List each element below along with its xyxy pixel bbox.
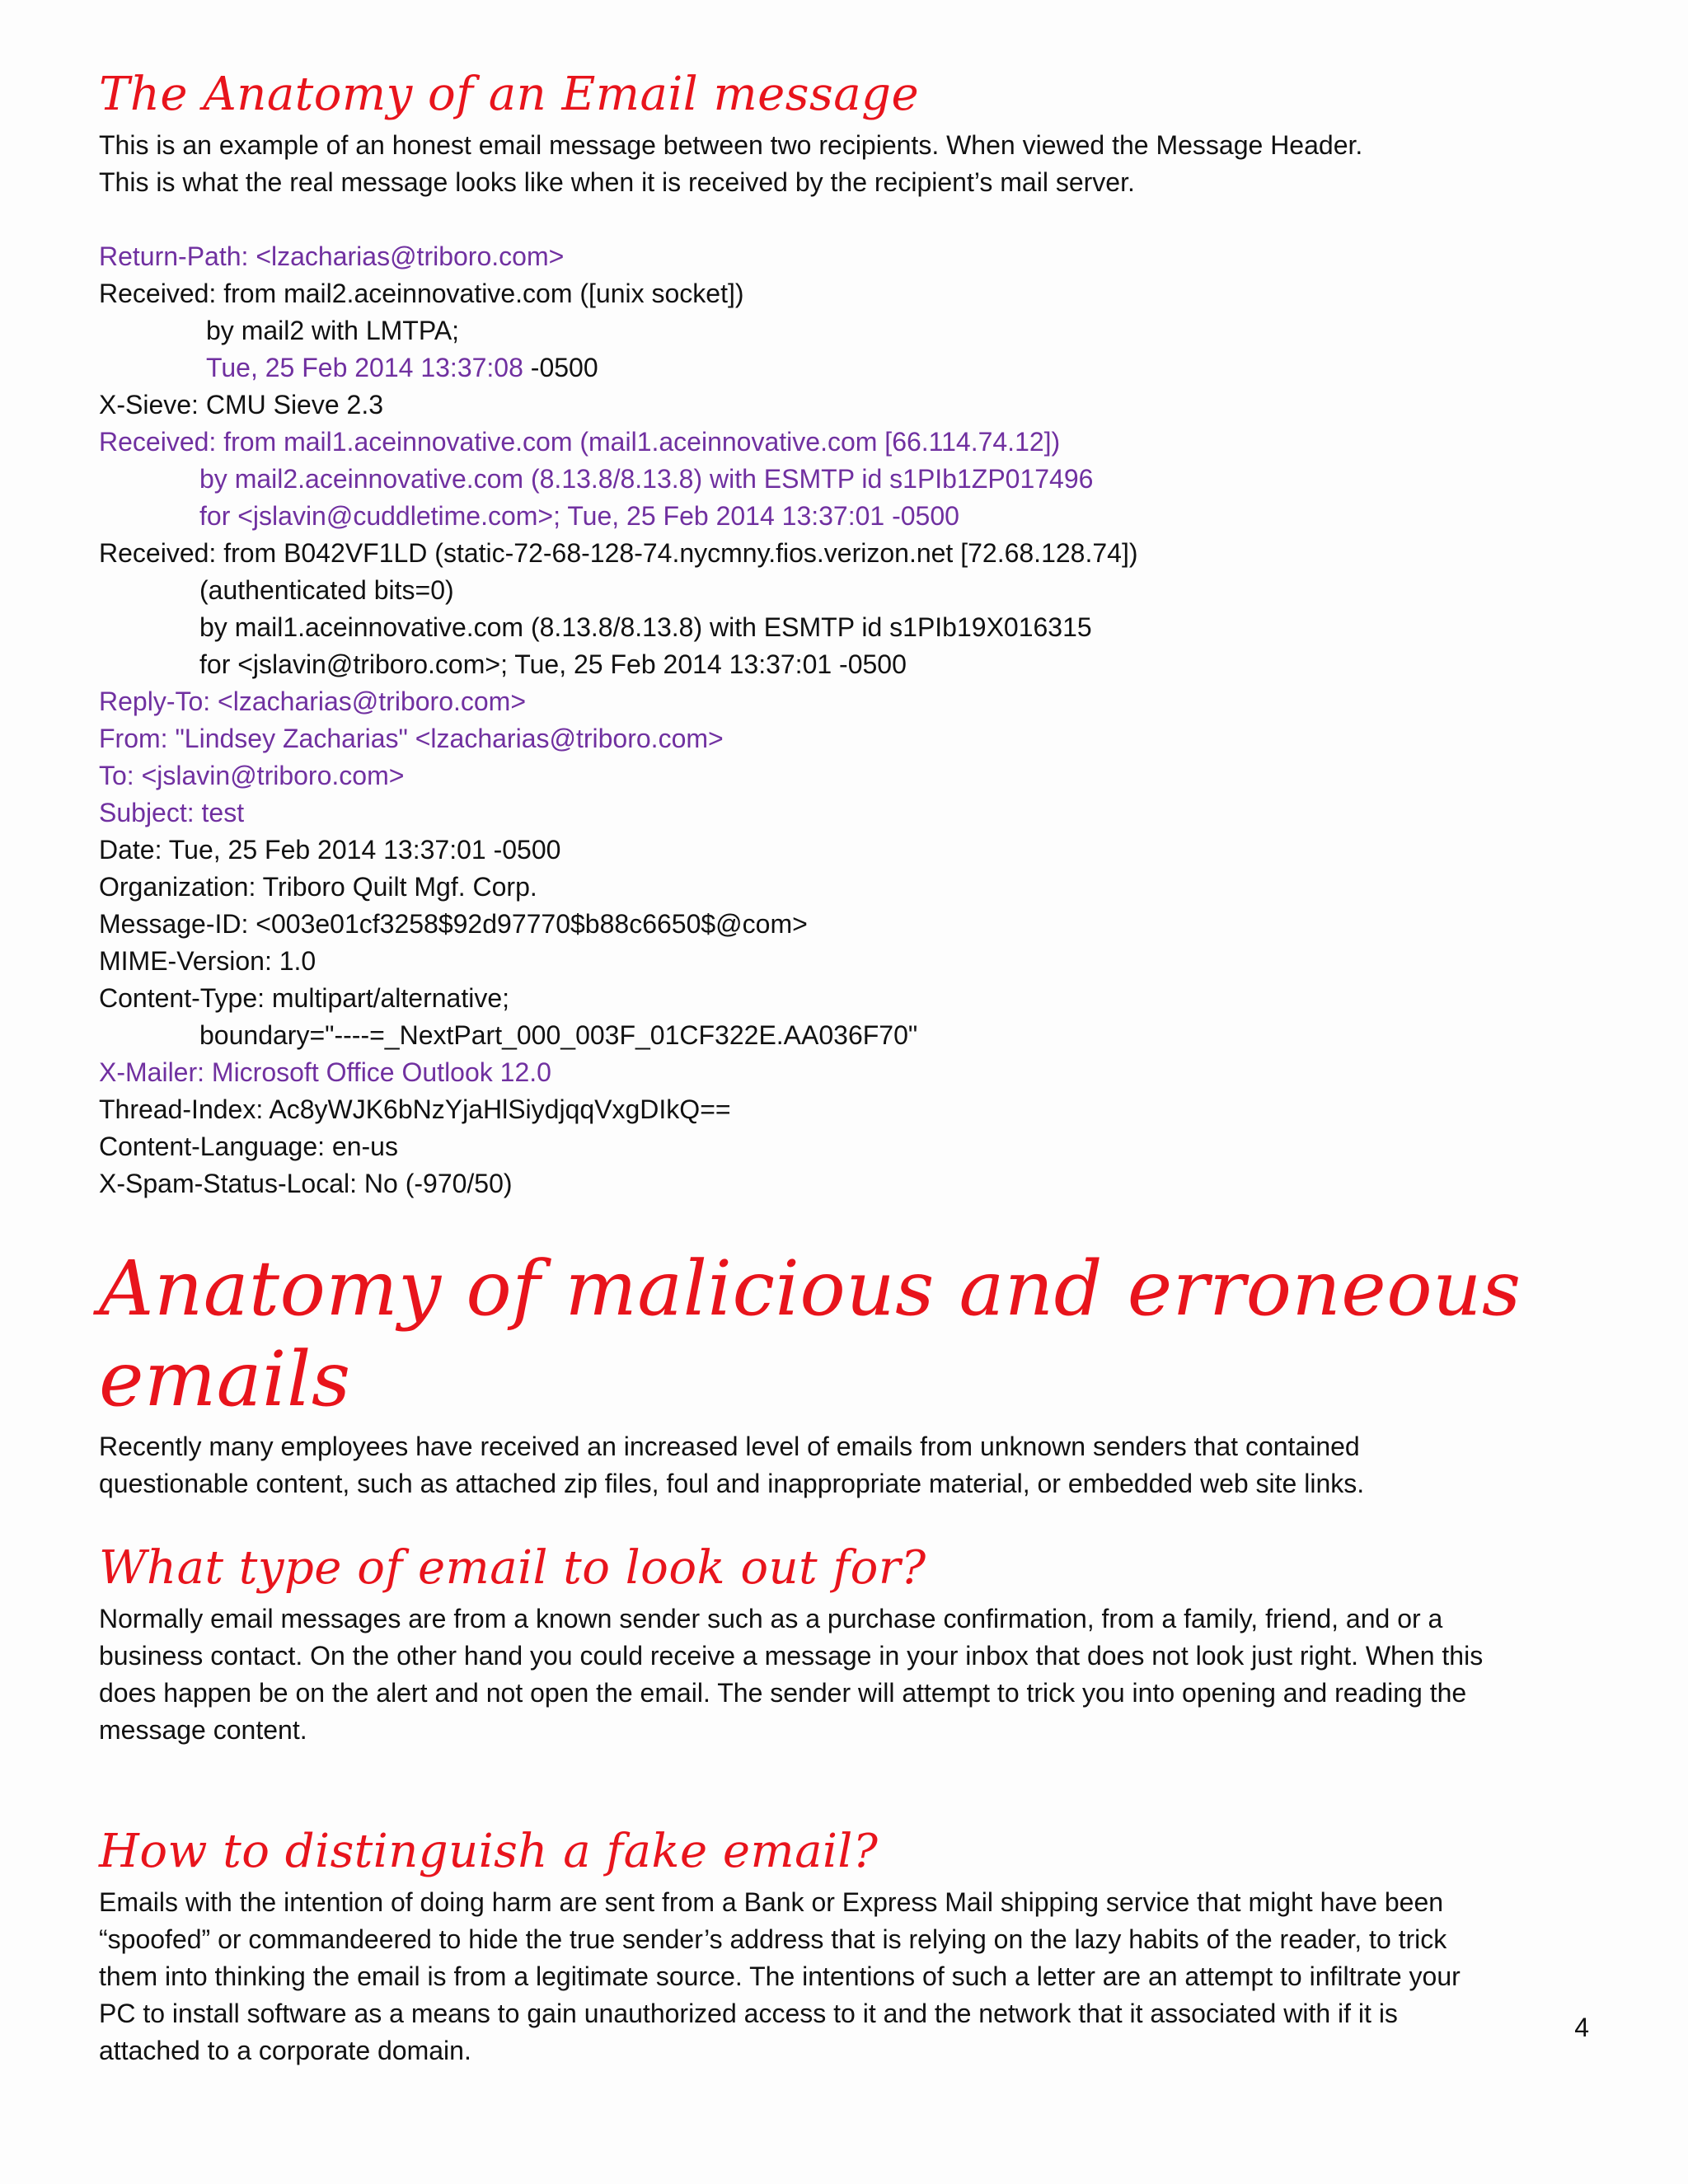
page-content	[99, 66, 1607, 2069]
header-line-subject: Subject: test	[99, 798, 245, 827]
spacer	[99, 1749, 1607, 1823]
distinguish-line-2: “spoofed” or commandeered to hide the true sender’s address that is relying on the lazy habits of the reader, to trick	[99, 1924, 1447, 1954]
intro-line-2: This is what the real message looks like when it is received by the recipient’s mail server.	[99, 167, 1135, 197]
email-header-block	[99, 238, 1607, 1202]
header-line-received-1-date	[99, 349, 1607, 387]
header-line-organization: Organization: Triboro Quilt Mgf. Corp.	[99, 872, 537, 902]
header-line-message-id: Message-ID: <003e01cf3258$92d97770$b88c6650$@com>	[99, 909, 808, 939]
header-line-received-3-for: for <jslavin@triboro.com>; Tue, 25 Feb 2014 13:37:01 -0500	[199, 649, 907, 679]
header-line-reply-to: Reply-To: <lzacharias@triboro.com>	[99, 687, 527, 716]
section-title-look-out: What type of email to look out for?	[99, 1541, 926, 1595]
header-line-x-mailer: X-Mailer: Microsoft Office Outlook 12.0	[99, 1057, 551, 1087]
section-title-anatomy: The Anatomy of an Email message	[99, 68, 920, 121]
header-line-received-3-by: by mail1.aceinnovative.com (8.13.8/8.13.8) with ESMTP id s1PIb19X016315	[199, 612, 1092, 642]
lookout-line-1: Normally email messages are from a known sender such as a purchase confirmation, from a family, friend, and or a	[99, 1604, 1443, 1633]
lookout-line-2: business contact. On the other hand you could receive a message in your inbox that does not look just right. When this	[99, 1641, 1484, 1671]
header-line-received-2-by: by mail2.aceinnovative.com (8.13.8/8.13.8) with ESMTP id s1PIb1ZP017496	[199, 464, 1094, 494]
section-title-malicious: Anatomy of malicious and erroneous emails	[99, 1244, 1522, 1423]
header-line-received-1-by: by mail2 with LMTPA;	[206, 316, 460, 345]
header-line-received-1: Received: from mail2.aceinnovative.com ([unix socket])	[99, 279, 744, 308]
lookout-line-4: message content.	[99, 1715, 307, 1745]
header-line-from: From: "Lindsey Zacharias" <lzacharias@triboro.com>	[99, 724, 724, 753]
header-line-received-2-for: for <jslavin@cuddletime.com>; Tue, 25 Feb 2014 13:37:01 -0500	[199, 501, 959, 531]
malicious-line-1: Recently many employees have received an increased level of emails from unknown senders that contained	[99, 1432, 1360, 1461]
header-date-offset: -0500	[523, 353, 598, 382]
header-line-received-2: Received: from mail1.aceinnovative.com (mail1.aceinnovative.com [66.114.74.12])	[99, 427, 1061, 457]
header-line-spam-status: X-Spam-Status-Local: No (-970/50)	[99, 1169, 513, 1198]
distinguish-line-1: Emails with the intention of doing harm are sent from a Bank or Express Mail shipping service that might have been	[99, 1887, 1444, 1917]
distinguish-line-4: PC to install software as a means to gain unauthorized access to it and the network that it associated with if it is	[99, 1999, 1398, 2028]
header-line-return-path: Return-Path: <lzacharias@triboro.com>	[99, 241, 565, 271]
header-line-mime-version: MIME-Version: 1.0	[99, 946, 316, 976]
intro-line-1: This is an example of an honest email message between two recipients. When viewed the Message Header.	[99, 130, 1363, 160]
header-line-thread-index: Thread-Index: Ac8yWJK6bNzYjaHlSiydjqqVxgDIkQ==	[99, 1094, 731, 1124]
header-line-x-sieve: X-Sieve: CMU Sieve 2.3	[99, 390, 384, 419]
header-date-value: Tue, 25 Feb 2014 13:37:08	[206, 353, 523, 382]
header-line-content-type: Content-Type: multipart/alternative;	[99, 983, 510, 1013]
malicious-line-2: questionable content, such as attached zip files, foul and inappropriate material, or embedded web site links.	[99, 1469, 1365, 1498]
distinguish-line-3: them into thinking the email is from a legitimate source. The intentions of such a letter are an attempt to infiltrate your	[99, 1961, 1461, 1991]
header-line-received-3: Received: from B042VF1LD (static-72-68-128-74.nycmny.fios.verizon.net [72.68.128.74])	[99, 538, 1138, 568]
header-line-boundary: boundary="----=_NextPart_000_003F_01CF322E.AA036F70"	[199, 1020, 918, 1050]
header-line-content-language: Content-Language: en-us	[99, 1132, 398, 1161]
spacer	[99, 201, 1607, 238]
page-number: 4	[1574, 2013, 1589, 2042]
spacer	[99, 1502, 1607, 1540]
section-title-distinguish: How to distinguish a fake email?	[99, 1825, 879, 1878]
header-line-received-3-auth: (authenticated bits=0)	[199, 575, 454, 605]
lookout-line-3: does happen be on the alert and not open the email. The sender will attempt to trick you into opening and reading the	[99, 1678, 1467, 1708]
header-line-date: Date: Tue, 25 Feb 2014 13:37:01 -0500	[99, 835, 561, 865]
header-line-to: To: <jslavin@triboro.com>	[99, 761, 405, 790]
distinguish-line-5: attached to a corporate domain.	[99, 2036, 471, 2065]
